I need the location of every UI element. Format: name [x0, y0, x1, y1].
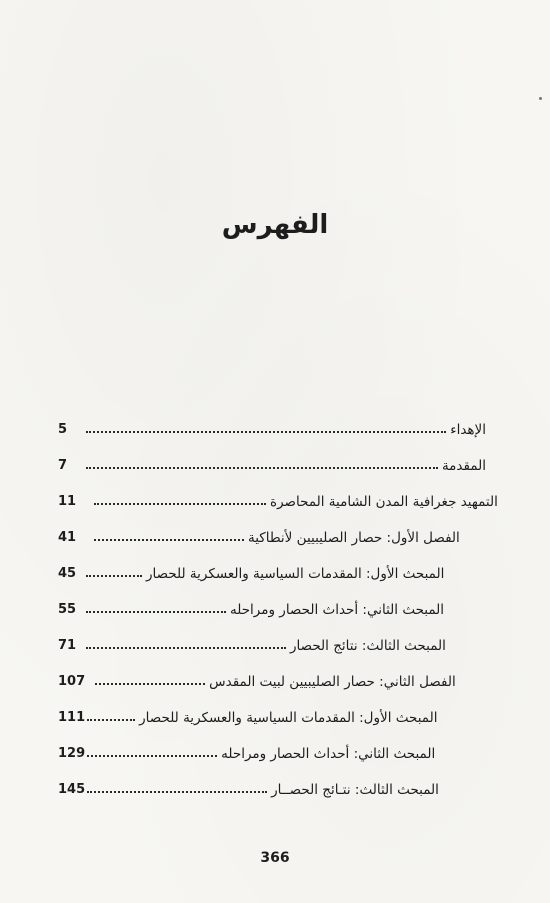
toc-entry[interactable]: [58, 477, 498, 513]
toc-entry[interactable]: [58, 693, 486, 729]
toc-page-number: 111: [58, 710, 86, 725]
toc-entry[interactable]: [58, 549, 486, 585]
toc-entry-title: المبحث الثالث: نتائج الحصار: [290, 638, 446, 654]
toc-page-number: 71: [58, 638, 77, 653]
toc-leader-dots: [86, 647, 286, 649]
toc-entry[interactable]: [58, 729, 486, 765]
toc-entry-title: الإهداء: [450, 422, 486, 438]
toc-entry-title: الفصل الثاني: حصار الصليبيين لبيت المقدس: [209, 674, 456, 690]
toc-entry[interactable]: [58, 765, 486, 801]
toc-page-number: 107: [58, 674, 86, 689]
scan-speck: [539, 97, 542, 100]
toc-page-number: 129: [58, 746, 86, 761]
toc-entry-title: المبحث الأول: المقدمات السياسية والعسكرية للحصار: [139, 710, 438, 726]
page-number: 366: [260, 850, 290, 866]
toc-entry[interactable]: [58, 441, 486, 477]
toc-page-number: 11: [58, 494, 77, 509]
toc-entry-title: التمهيد جغرافية المدن الشامية المحاصرة: [270, 494, 498, 510]
toc-leader-dots: [94, 539, 244, 541]
toc-leader-dots: [87, 791, 267, 793]
toc-page-number: 5: [58, 422, 68, 437]
page-title: الفهرس: [221, 210, 329, 240]
toc-leader-dots: [86, 431, 446, 433]
toc-page-number: 55: [58, 602, 77, 617]
toc-entry-title: المبحث الثاني: أحداث الحصار ومراحله: [230, 602, 445, 618]
toc-leader-dots: [86, 575, 142, 577]
toc-entry[interactable]: [58, 513, 486, 549]
toc-leader-dots: [94, 503, 266, 505]
toc-entry-title: المبحث الثاني: أحداث الحصار ومراحله: [221, 746, 436, 762]
toc-entry[interactable]: [58, 621, 486, 657]
toc-entry-title: المبحث الثالث: نتـائج الحصــار: [271, 782, 439, 798]
toc-page-number: 41: [58, 530, 77, 545]
toc-entry-title: المقدمة: [441, 458, 486, 474]
toc-leader-dots: [87, 719, 135, 721]
toc-leader-dots: [86, 467, 438, 469]
toc-entry[interactable]: [58, 657, 486, 693]
toc-entry[interactable]: [58, 585, 486, 621]
toc-page-number: 45: [58, 566, 77, 581]
toc-entry-title: المبحث الأول: المقدمات السياسية والعسكرية للحصار: [146, 566, 445, 582]
toc-entry[interactable]: [58, 405, 486, 441]
toc-page-number: 7: [58, 458, 68, 473]
toc-leader-dots: [87, 755, 217, 757]
table-of-contents: [58, 405, 498, 801]
toc-leader-dots: [95, 683, 205, 685]
toc-page-number: 145: [58, 782, 86, 797]
toc-leader-dots: [86, 611, 226, 613]
toc-entry-title: الفصل الأول: حصار الصليبيين لأنطاكية: [248, 530, 460, 546]
